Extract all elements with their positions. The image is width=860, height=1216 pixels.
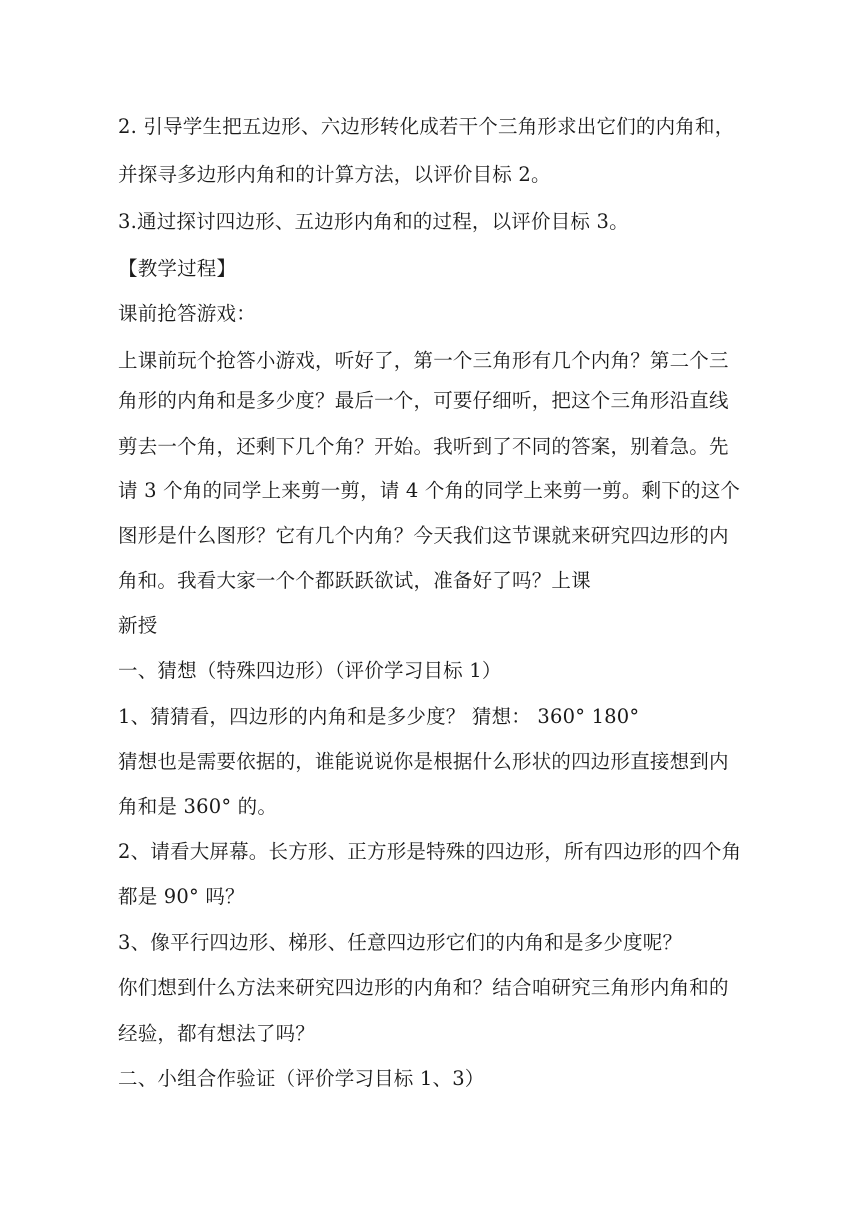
- paragraph-line: 请 3 个角的同学上来剪一剪，请 4 个角的同学上来剪一剪。剩下的这个: [118, 479, 741, 502]
- paragraph-line: 3、像平行四边形、梯形、任意四边形它们的内角和是多少度呢？: [118, 931, 683, 954]
- subheading: 课前抢答游戏：: [118, 302, 256, 325]
- paragraph-line: 角形的内角和是多少度？最后一个，可要仔细听，把这个三角形沿直线: [118, 389, 729, 412]
- paragraph-line: 都是 90° 吗？: [118, 885, 245, 908]
- paragraph-line: 上课前玩个抢答小游戏，听好了，第一个三角形有几个内角？第二个三: [118, 349, 729, 372]
- section-heading: 一、猜想（特殊四边形）（评价学习目标 1）: [118, 659, 502, 682]
- subheading: 新授: [118, 614, 158, 637]
- paragraph-line: 2、请看大屏幕。长方形、正方形是特殊的四边形，所有四边形的四个角: [118, 840, 742, 863]
- paragraph-line: 猜想也是需要依据的，谁能说说你是根据什么形状的四边形直接想到内: [118, 750, 729, 773]
- paragraph-line: 2. 引导学生把五边形、六边形转化成若干个三角形求出它们的内角和，: [118, 115, 735, 138]
- section-heading: 二、小组合作验证（评价学习目标 1、3）: [118, 1067, 485, 1090]
- section-heading: 【教学过程】: [118, 257, 237, 280]
- paragraph-line: 你们想到什么方法来研究四边形的内角和？结合咱研究三角形内角和的: [118, 976, 729, 999]
- paragraph-line: 剪去一个角，还剩下几个角？开始。我听到了不同的答案，别着急。先: [118, 435, 729, 458]
- paragraph-line: 1、猜猜看，四边形的内角和是多少度？ 猜想： 360° 180°: [118, 705, 640, 728]
- paragraph-line: 经验，都有想法了吗？: [118, 1022, 316, 1045]
- paragraph-line: 图形是什么图形？它有几个内角？今天我们这节课就来研究四边形的内: [118, 524, 729, 547]
- paragraph-line: 角和是 360° 的。: [118, 795, 278, 818]
- paragraph-line: 角和。我看大家一个个都跃跃欲试，准备好了吗？上课: [118, 569, 591, 592]
- paragraph-line: 并探寻多边形内角和的计算方法，以评价目标 2。: [118, 163, 551, 186]
- paragraph-line: 3.通过探讨四边形、五边形内角和的过程，以评价目标 3。: [118, 210, 629, 233]
